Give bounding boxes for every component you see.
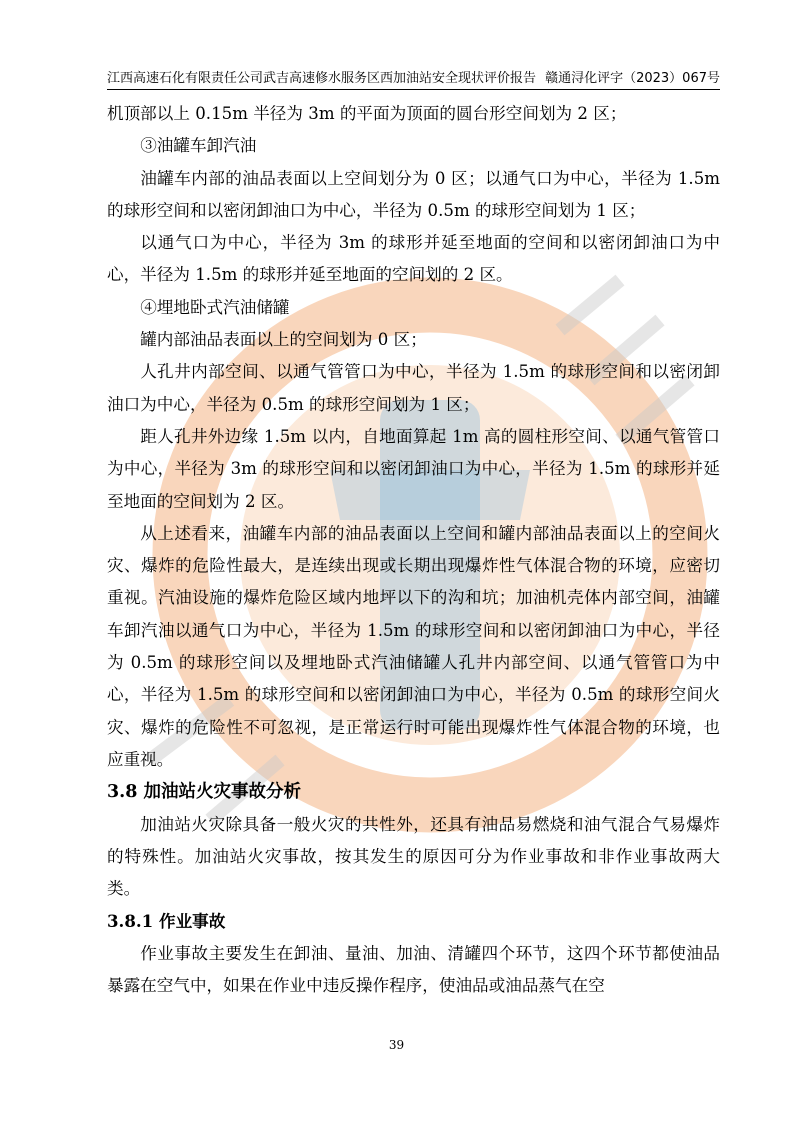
paragraph: 人孔井内部空间、以通气管管口为中心，半径为 1.5m 的球形空间和以密闭卸油口为中心，半径为 0.5m 的球形空间划为 1 区； bbox=[107, 362, 720, 414]
page-header bbox=[107, 66, 720, 90]
report-title: 江西高速石化有限责任公司武吉高速修水服务区西加油站安全现状评价报告 bbox=[107, 71, 537, 86]
paragraph: 从上述看来，油罐车内部的油品表面以上空间和罐内部油品表面以上的空间火灾、爆炸的危险性最大，是连续出现或长期出现爆炸性气体混合物的环境，应密切重视。汽油设施的爆炸危险区域内地坪以下的沟和坑；加油机壳体内部空间，油罐车卸汽油以通气口为中心，半径为 1.5m 的球形空间和以密闭卸油口为中心，半径为 0.5m 的球形空间以及埋地卧式汽油储罐人孔井内部空间、以通气管管口为中心，半径为 1.5m 的球形空间和以密闭卸油口为中心，半径为 0.5m 的球形空间火灾、爆炸的危险性不可忽视，是正常运行时可能出现爆炸性气体混合物的环境，也应重视。 bbox=[107, 523, 720, 769]
page-number: 39 bbox=[388, 1038, 405, 1052]
paragraph: 油罐车内部的油品表面以上空间划分为 0 区；以通气口为中心，半径为 1.5m 的球形空间和以密闭卸油口为中心，半径为 0.5m 的球形空间划为 1 区； bbox=[107, 168, 720, 220]
subsection-heading: 3.8.1 作业事故 bbox=[107, 911, 226, 932]
list-item-heading: ④埋地卧式汽油储罐 bbox=[140, 297, 290, 317]
paragraph: 以通气口为中心，半径为 3m 的球形并延至地面的空间和以密闭卸油口为中心，半径为 1.5m 的球形并延至地面的空间划的 2 区。 bbox=[107, 233, 720, 285]
page-body bbox=[107, 98, 720, 1002]
paragraph: 加油站火灾除具备一般火灾的共性外，还具有油品易燃烧和油气混合气易爆炸的特殊性。加油站火灾事故，按其发生的原因可分为作业事故和非作业事故两大类。 bbox=[107, 814, 720, 899]
section-heading: 3.8 加油站火灾事故分析 bbox=[107, 782, 302, 803]
document-code: 赣通浔化评字（2023）067号 bbox=[545, 71, 720, 86]
paragraph: 机顶部以上 0.15m 半径为 3m 的平面为顶面的圆台形空间划为 2 区； bbox=[107, 104, 627, 123]
paragraph: 作业事故主要发生在卸油、量油、加油、清罐四个环节，这四个环节都使油品暴露在空气中，如果在作业中违反操作程序，使油品或油品蒸气在空 bbox=[107, 943, 720, 996]
list-item-heading: ③油罐车卸汽油 bbox=[140, 136, 257, 156]
paragraph: 距人孔井外边缘 1.5m 以内，自地面算起 1m 高的圆柱形空间、以通气管管口为中心，半径为 3m 的球形空间和以密闭卸油口为中心，半径为 1.5m 的球形并延至地面的空间划为 2 区。 bbox=[107, 426, 720, 511]
paragraph: 罐内部油品表面以上的空间划为 0 区； bbox=[140, 330, 427, 350]
